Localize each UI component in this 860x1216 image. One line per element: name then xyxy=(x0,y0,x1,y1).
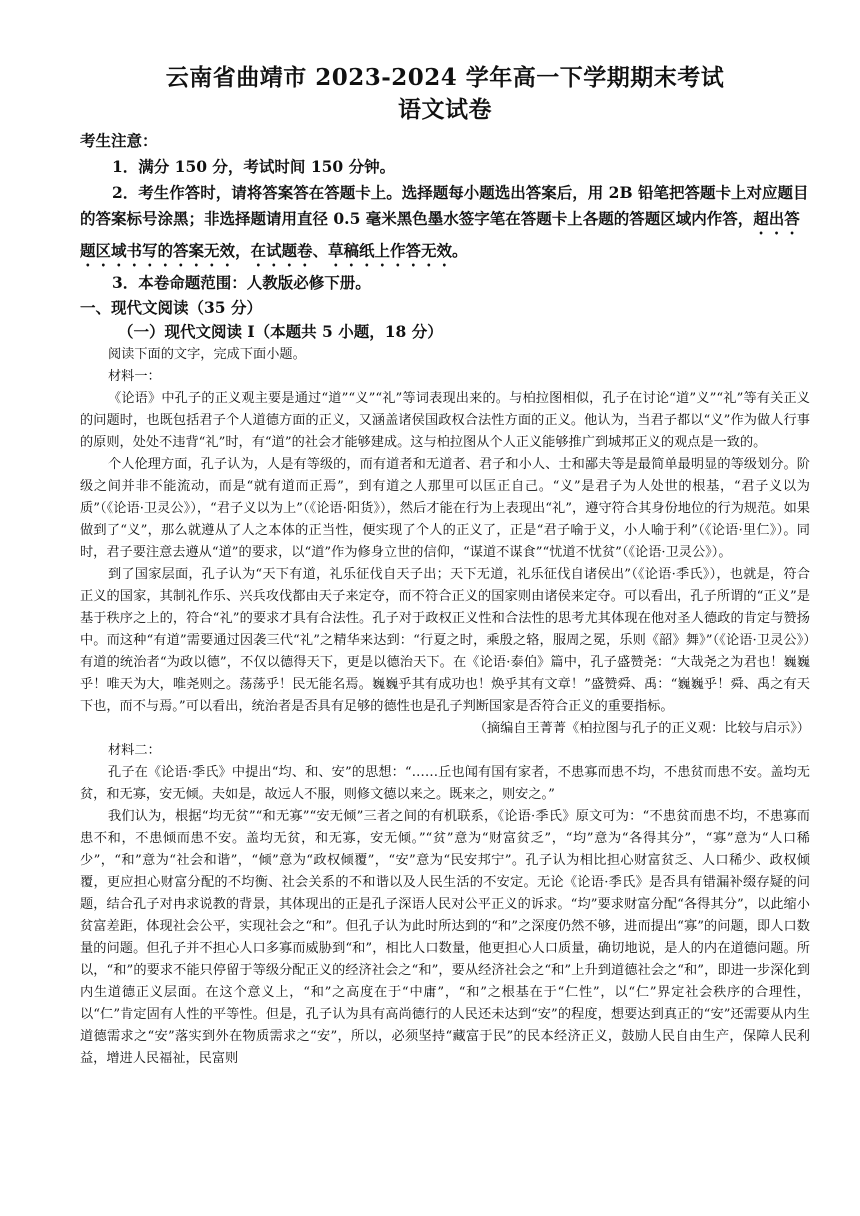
subsection-heading: （一）现代文阅读 I（本题共 5 小题，18 分） xyxy=(118,322,443,341)
exam-subtitle: 语文试卷 xyxy=(398,96,492,123)
instruction: 阅读下面的文字，完成下面小题。 xyxy=(108,347,306,362)
notice-item-2-emphasis: 超出答题区域书写的答案无效，在试题卷、草稿纸上作答无效 xyxy=(80,209,800,260)
notice-item-3: 3．本卷命题范围：人教版必修下册。 xyxy=(112,273,371,292)
section-heading: 一、现代文阅读（35 分） xyxy=(80,298,262,317)
material-1-paragraph-1: 《论语》中孔子的正义观主要是通过“道”“义”“礼”等词表现出来的。与柏拉图相似，孔子在讨论“道”义”“礼”等有关正义的问题时，也既包括君子个人道德方面的正义，又涵盖诸侯国政权合法性方面的正义。他认为，当君子都以“义”作为做人行事的原则，处处不违背“礼”时，有“道”的社会才能够建成。这与柏拉图从个人正义能够推广到城邦正义的观点是一致的。 xyxy=(80,391,810,450)
material-1-label: 材料一： xyxy=(108,369,161,384)
material-1-paragraph-2: 个人伦理方面，孔子认为，人是有等级的，而有道者和无道者、君子和小人、士和鄙夫等是最简单最明显的等级划分。阶级之间并非不能流动，而是“就有道而正焉”，到有道之人那里可以匡正自己。“义”是君子为人处世的根基，“君子义以为质”（《论语·卫灵公》），“君子义以为上”（《论语·阳货》），然后才能在行为上表现出“礼”，遵守符合其身份地位的行为规范。如果做到了“义”，那么就遵从了人之本体的正当性，便实现了个人的正义了，正是“君子喻于义，小人喻于利”（《论语·里仁》）。同时，君子要注意去遵从“道”的要求，以“道”作为修身立世的信仰，“谋道不谋食”“忧道不忧贫”（《论语·卫灵公》）。 xyxy=(80,457,810,560)
material-2-paragraph-1: 孔子在《论语·季氏》中提出“均、和、安”的思想：“……丘也闻有国有家者，不患寡而患不均，不患贫而患不安。盖均无贫，和无寡，安无倾。夫如是，故远人不服，则修文德以来之。既来之，则安之。” xyxy=(80,765,810,802)
notice-item-2-text: 2．考生作答时，请将答案答在答题卡上。选择题每小题选出答案后，用 2B 铅笔把答题卡上对应题目的答案标号涂黑；非选择题请用直径 0.5 毫米黑色墨水签字笔在答题卡上各题的答题区域内作答， xyxy=(80,183,809,228)
reading-passage xyxy=(80,344,810,1070)
material-1-paragraph-3: 到了国家层面，孔子认为“天下有道，礼乐征伐自天子出；天下无道，礼乐征伐自诸侯出”（《论语·季氏》），也就是，符合正义的国家，其制礼作乐、兴兵攻伐都由天子来定夺，而不符合正义的国家则由诸侯来定夺。可以看出，孔子所谓的“正义”是基于秩序之上的，符合“礼”的要求才具有合法性。孔子对于政权正义性和合法性的思考尤其体现在他对圣人德政的肯定与赞扬中。而这种“有道”需要通过因袭三代“礼”之精华来达到：“行夏之时，乘殷之辂，服周之冕，乐则《韶》舞》”（《论语·卫灵公》）有道的统治者“为政以德”，不仅以德得天下，更是以德治天下。在《论语·泰伯》篇中，孔子盛赞尧：“大哉尧之为君也！巍巍乎！唯天为大，唯尧则之。荡荡乎！民无能名焉。巍巍乎其有成功也！焕乎其有文章！”盛赞舜、禹：“巍巍乎！舜、禹之有天下也，而不与焉。”可以看出，统治者是否具有足够的德性也是孔子判断国家是否符合正义的重要指标。 xyxy=(80,567,810,714)
notice-label: 考生注意： xyxy=(80,131,158,150)
material-1-source: （摘编自王菁菁《柏拉图与孔子的正义观：比较与启示》） xyxy=(473,721,810,736)
material-2-paragraph-2: 我们认为，根据“均无贫”“和无寡”“安无倾”三者之间的有机联系，《论语·季氏》原文可为：“不患贫而患不均，不患寡而患不和，不患倾而患不安。盖均无贫，和无寡，安无倾。”“贫”意为“财富贫乏”，“均”意为“各得其分”，“寡”意为“人口稀少”，“和”意为“社会和谐”，“倾”意为“政权倾覆”，“安”意为“民安邦宁”。孔子认为相比担心财富贫乏、人口稀少、政权倾覆，更应担心财富分配的不均衡、社会关系的不和谐以及人民生活的不安定。无论《论语·季氏》是否具有错漏补缀存疑的问题，结合孔子对冉求说教的背景，其体现出的正是孔子深语人民对公平正义的诉求。“均”要求财富分配“各得其分”，以此缩小贫富差距，体现社会公平，实现社会之“和”。但孔子认为此时所达到的“和”之深度仍然不够，进而提出“寡”的问题，即人口数量的问题。但孔子并不担心人口多寡而威胁到“和”，相比人口数量，他更担心人口质量，确切地说，是人的内在道德问题。所以，“和”的要求不能只停留于等级分配正义的经济社会之“和”，要从经济社会之“和”上升到道德社会之“和”，即进一步深化到内生道德正义层面。在这个意义上，“和”之高度在于“中庸”，“和”之根基在于“仁性”，以“仁”界定社会秩序的合理性，以“仁”肯定固有人性的平等性。但是，孔子认为具有高尚德行的人民还未达到“安”的程度，想要达到真正的“安”还需要从内生道德需求之“安”落实到外在物质需求之“安”，所以，必须坚持“藏富于民”的民本经济正义，鼓励人民自由生产，保障人民利益，增进人民福祉，民富则 xyxy=(80,809,810,1066)
notice-item-2-end: 。 xyxy=(452,241,468,260)
candidate-notice xyxy=(80,128,810,296)
notice-item-2 xyxy=(80,180,810,270)
material-2-label: 材料二： xyxy=(108,743,161,758)
exam-title: 云南省曲靖市 2023-2024 学年高一下学期期末考试 xyxy=(165,64,725,91)
notice-item-1: 1．满分 150 分，考试时间 150 分钟。 xyxy=(112,157,396,176)
